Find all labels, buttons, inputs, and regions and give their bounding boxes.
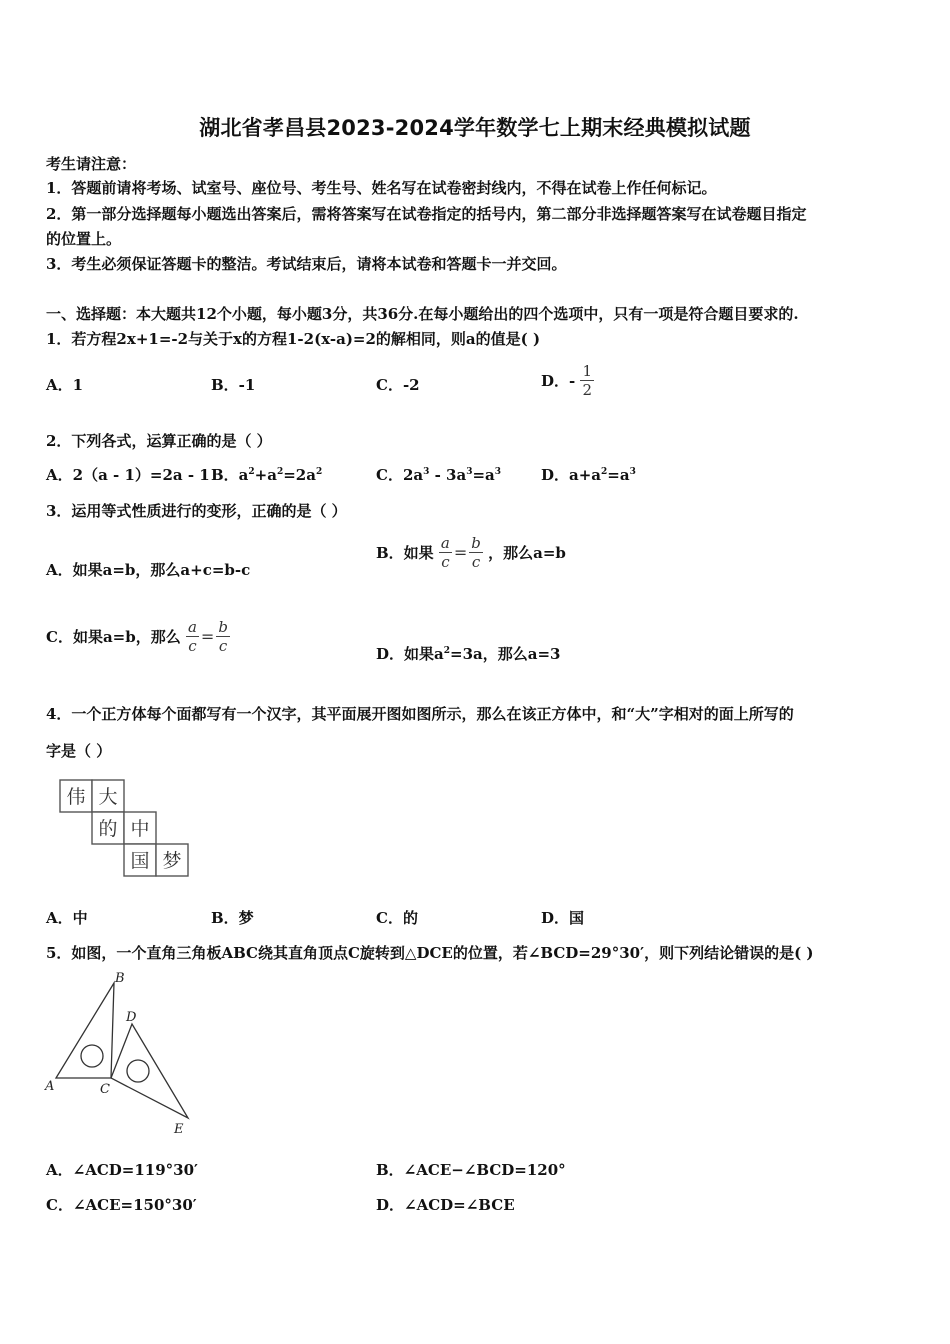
expr: D．如果a [376, 645, 444, 663]
fraction-numerator: b [218, 618, 228, 636]
question-4-option-a: A．中 [46, 909, 88, 927]
fraction-denominator: c [439, 552, 452, 571]
triangle-hole [127, 1060, 149, 1082]
question-5-option-b: B．∠ACE−∠BCD=120° [376, 1161, 566, 1179]
fraction-numerator: a [187, 618, 197, 636]
exponent: 2 [276, 467, 284, 477]
notice-item-3: 3．考生必须保证答题卡的整洁。考试结束后，请将本试卷和答题卡一并交回。 [46, 255, 567, 273]
exponent: 3 [423, 467, 430, 477]
exponent: 2 [443, 646, 450, 656]
question-1-option-b: B．-1 [211, 376, 256, 394]
expr: =a [607, 466, 630, 484]
question-4-option-c: C．的 [376, 909, 418, 927]
option-suffix: ，那么a=b [488, 544, 566, 562]
fraction-denominator: c [469, 552, 483, 571]
section-heading: 一、选择题：本大题共12个小题，每小题3分，共36分.在每小题给出的四个选项中，只有一项是符合题目要求的. [46, 305, 799, 323]
question-5-option-c: C．∠ACE=150°30′ [46, 1196, 197, 1214]
fraction-denominator: 2 [582, 381, 593, 399]
exponent: 2 [248, 467, 255, 477]
equals-sign: = [200, 627, 215, 646]
triangle-figure [40, 966, 200, 1138]
net-char: 伟 [66, 786, 86, 808]
question-5-stem: 5．如图，一个直角三角板ABC绕其直角顶点C旋转到△DCE的位置，若∠BCD=29°30′，则下列结论错误的是( ) [46, 944, 814, 962]
notice-heading: 考生请注意： [46, 155, 137, 173]
fraction [186, 618, 199, 655]
exponent: 2 [601, 467, 608, 477]
question-3-option-c [46, 618, 230, 655]
net-char: 的 [98, 818, 118, 840]
fraction-numerator: a [440, 534, 450, 552]
expr: - 3a [429, 466, 467, 484]
expr: C．2a [376, 466, 424, 484]
question-2-option-a: A．2（a - 1）=2a - 1 [46, 466, 210, 484]
option-prefix: C．如果a=b，那么 [46, 628, 181, 646]
label-b: B [115, 971, 125, 986]
question-1-stem: 1．若方程2x+1=-2与关于x的方程1-2(x-a)=2的解相同，则a的值是( ) [46, 330, 541, 348]
notice-item-2-cont: 的位置上。 [46, 230, 122, 248]
expr: +a [254, 466, 277, 484]
question-4-stem-cont: 字是（ ） [46, 742, 112, 760]
cube-net-figure [58, 778, 192, 878]
net-char: 梦 [162, 850, 182, 872]
option-d-prefix: D．- [541, 372, 576, 390]
label-a: A [45, 1079, 55, 1094]
question-2-option-c [376, 464, 501, 485]
fraction [580, 362, 594, 399]
question-3-option-d [376, 643, 560, 664]
label-e: E [174, 1122, 184, 1137]
question-2-option-d [541, 464, 636, 485]
notice-item-1: 1．答题前请将考场、试室号、座位号、考生号、姓名写在试卷密封线内，不得在试卷上作任何标记。 [46, 179, 717, 197]
fraction [469, 534, 483, 571]
equals-sign: = [453, 543, 468, 562]
question-3-option-b [376, 534, 566, 571]
fraction-numerator: b [471, 534, 481, 552]
expr: B．a [211, 466, 249, 484]
question-4-option-d: D．国 [541, 909, 585, 927]
fraction [216, 618, 230, 655]
exponent: 3 [494, 467, 502, 477]
net-char: 国 [130, 850, 150, 872]
question-4-option-b: B．梦 [211, 909, 254, 927]
question-4-stem: 4．一个正方体每个面都写有一个汉字，其平面展开图如图所示，那么在该正方体中，和“大”字相对的面上所写的 [46, 705, 794, 723]
question-5-option-a: A．∠ACD=119°30′ [46, 1161, 198, 1179]
net-char: 大 [98, 786, 118, 808]
option-prefix: B．如果 [376, 544, 434, 562]
question-1-option-d [541, 362, 594, 399]
question-1-option-a: A．1 [46, 376, 84, 394]
question-5-option-d: D．∠ACD=∠BCE [376, 1196, 515, 1214]
question-1-option-c: C．-2 [376, 376, 420, 394]
fraction-denominator: c [216, 636, 230, 655]
fraction-denominator: c [186, 636, 199, 655]
exponent: 3 [629, 467, 636, 477]
question-2-option-b [211, 464, 322, 485]
expr: =2a [283, 466, 316, 484]
fraction [439, 534, 452, 571]
triangle-hole [81, 1045, 103, 1067]
question-3-stem: 3．运用等式性质进行的变形，正确的是（ ） [46, 502, 347, 520]
question-2-stem: 2．下列各式，运算正确的是（ ） [46, 432, 272, 450]
notice-item-2: 2．第一部分选择题每小题选出答案后，需将答案写在试卷指定的括号内，第二部分非选择题答案写在试卷题目指定 [46, 205, 807, 223]
expr: =a [472, 466, 495, 484]
exponent: 3 [466, 467, 473, 477]
exponent: 2 [315, 467, 323, 477]
expr: =3a，那么a=3 [450, 645, 561, 663]
question-3-option-a: A．如果a=b，那么a+c=b-c [46, 561, 251, 579]
page-title: 湖北省孝昌县2023-2024学年数学七上期末经典模拟试题 [199, 116, 751, 140]
label-c: C [100, 1082, 110, 1097]
fraction-numerator: 1 [582, 362, 593, 380]
expr: D．a+a [541, 466, 602, 484]
label-d: D [126, 1010, 137, 1025]
net-char: 中 [130, 818, 150, 840]
